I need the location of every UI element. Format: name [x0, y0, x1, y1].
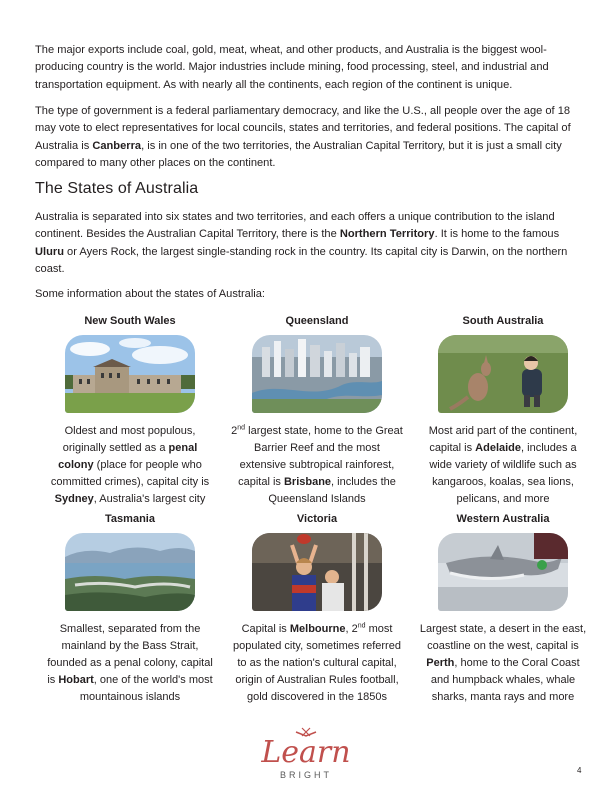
section-heading: The States of Australia [35, 180, 199, 197]
bold-term-sydney: Sydney [54, 493, 94, 505]
desc-text: Most arid part of the continent, capital is [428, 425, 578, 454]
paragraph-exports [35, 42, 583, 94]
coastal-city-image [65, 533, 195, 611]
kangaroo-child-image [438, 335, 568, 413]
state-card-south-australia [413, 314, 593, 508]
ordinal-suffix: nd [357, 622, 366, 630]
desc-text: (place for people who committed crimes), capital city is [50, 459, 210, 488]
state-card-new-south-wales [40, 314, 220, 508]
state-description [413, 423, 593, 508]
desc-text: most populated city, sometimes referred to as the nation's cultural capital, origin of Australian Rules football, gold discovered in the 1850s [233, 623, 401, 703]
learn-bright-logo [246, 726, 366, 784]
page-number: 4 [577, 766, 582, 775]
desc-text: , includes the Queensland Islands [268, 476, 396, 505]
state-description [413, 621, 593, 706]
desc-text: Largest state, a desert in the east, coastline on the west, capital is [419, 623, 587, 652]
state-title: Tasmania [105, 513, 155, 525]
state-card-tasmania [40, 512, 220, 706]
desc-text: largest state, home to the Great Barrier Reef and the most extensive subtropical rainforest, capital is [238, 425, 403, 488]
paragraph-text: The type of government is a federal parliamentary democracy, and like the U.S., all people over the age of 18 may vote to elect representatives for local councils, states and territories, and federal positions. The capital of Australia is [35, 105, 571, 152]
paragraph-text: . It is home to the famous [434, 228, 560, 241]
paragraph-states-lead [35, 286, 583, 303]
bold-term-hobart: Hobart [58, 674, 94, 686]
state-title: South Australia [462, 315, 544, 327]
svg-text:Learn: Learn [261, 735, 351, 770]
desc-text: , Australia's largest city [93, 493, 206, 505]
desc-text: , includes a wide variety of wildlife such as kangaroos, koalas, sea lions, pelicans, and more [429, 442, 577, 505]
bold-term-brisbane: Brisbane [283, 476, 332, 488]
state-description [40, 423, 220, 508]
desc-text: 2 [231, 425, 238, 437]
desc-text: , one of the world's most mountainous islands [79, 674, 213, 703]
bold-term-adelaide: Adelaide [475, 442, 522, 454]
ordinal-suffix: nd [237, 424, 246, 432]
photo-western-australia [438, 533, 568, 611]
state-description [227, 621, 407, 706]
shark-image [438, 533, 568, 611]
city-skyline-image [252, 335, 382, 413]
state-description [40, 621, 220, 706]
paragraph-text: , is in one of the two territories, the Australian Capital Territory, but it is just a small city compared to many other places on the continent. [35, 139, 562, 169]
desc-text: , 2 [345, 623, 358, 635]
photo-queensland [252, 335, 382, 413]
state-title: Western Australia [456, 513, 550, 525]
paragraph-text: Australia is separated into six states and two territories, and each offers a unique contribution to the island continent. Besides the Australian Capital Territory, there is the [35, 211, 555, 241]
state-title: New South Wales [84, 315, 176, 327]
bold-term-perth: Perth [426, 657, 455, 669]
bold-term-penal-colony: penal colony [58, 442, 198, 471]
photo-south-australia [438, 335, 568, 413]
state-card-western-australia [413, 512, 593, 706]
state-card-queensland [227, 314, 407, 508]
bold-term-melbourne: Melbourne [289, 623, 346, 635]
state-description [227, 423, 407, 508]
photo-tasmania [65, 533, 195, 611]
state-title: Victoria [296, 513, 338, 525]
svg-text:BRIGHT: BRIGHT [279, 770, 333, 780]
bold-term-uluru: Uluru [35, 245, 64, 258]
desc-text: Smallest, separated from the mainland by the Bass Strait, founded as a penal colony, capital is [47, 623, 213, 686]
paragraph-government [35, 103, 583, 172]
paragraph-text: The major exports include coal, gold, meat, wheat, and other products, and Australia is the biggest wool-producing country is the world. Major industries include mining, food processing, steel, and industrial and transportation equipment. As with nearly all the continents, each region of the continent is unique. [35, 44, 549, 91]
desc-text: Oldest and most populous, originally settled as a [62, 425, 196, 454]
bold-term-northern-territory: Northern Territory [339, 228, 435, 241]
state-title: Queensland [285, 315, 349, 327]
state-card-victoria [227, 512, 407, 706]
football-players-image [252, 533, 382, 611]
paragraph-text: or Ayers Rock, the largest single-standing rock in the country. Its capital city is Darwin, on the northern coast. [35, 245, 568, 275]
logo-graphic [246, 726, 366, 784]
desc-text: , home to the Coral Coast and humpback whales, whale sharks, manta rays and more [430, 657, 580, 703]
desc-text: Capital is [241, 623, 290, 635]
bold-term-canberra: Canberra [92, 139, 142, 152]
historic-building-image [65, 335, 195, 413]
paragraph-states-intro [35, 209, 583, 278]
photo-victoria [252, 533, 382, 611]
photo-new-south-wales [65, 335, 195, 413]
paragraph-text: Some information about the states of Australia: [35, 288, 266, 300]
